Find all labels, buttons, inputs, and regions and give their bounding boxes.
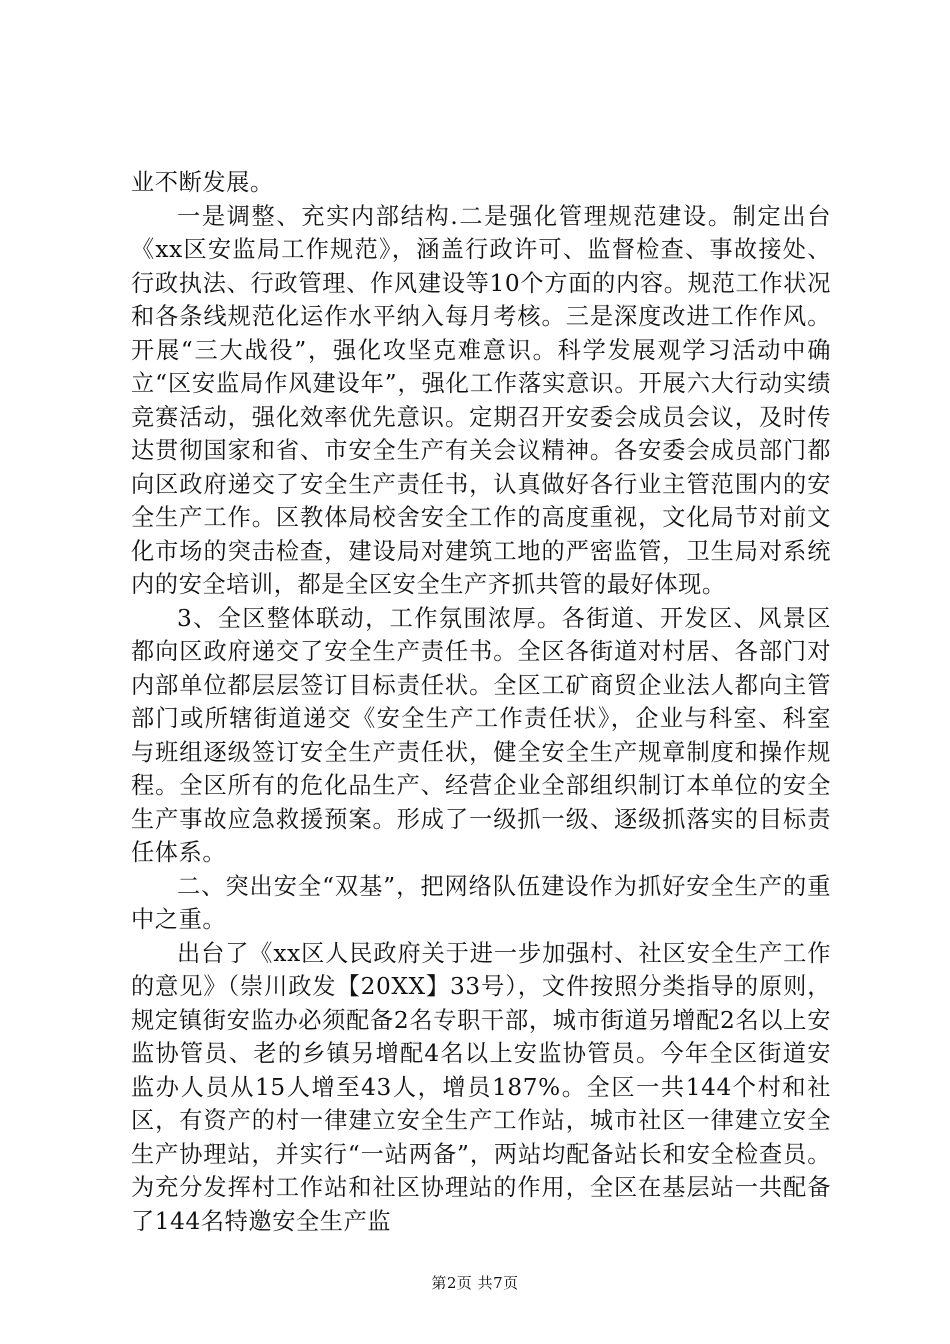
paragraph-district-linkage: 3、全区整体联动，工作氛围浓厚。各街道、开发区、风景区都向区政府递交了安全生产责任书。全区各街道对村居、各部门对内部单位都层层签订目标责任状。全区工矿商贸企业法人都向主管部门或所辖街道递交《安全生产工作责任状》，企业与科室、科室与班组逐级签订安全生产责任状，健全安全生产规章制度和操作规程。全区所有的危化品生产、经营企业全部组织制订本单位的安全生产事故应急救援预案。形成了一级抓一级、逐级抓落实的目标责任体系。 bbox=[131, 604, 831, 866]
paragraph-continuation: 业不断发展。 bbox=[131, 169, 274, 196]
paragraph-internal-structure: 一是调整、充实内部结构.二是强化管理规范建设。制定出台《xx区安监局工作规范》，涵盖行政许可、监督检查、事故接处、行政执法、行政管理、作风建设等10个方面的内容。规范工作状况和各条线规范化运作水平纳入每月考核。三是深度改进工作作风。开展“三大战役”，强化攻坚克难意识。科学发展观学习活动中确立“区安监局作风建设年”，强化工作落实意识。开展六大行动实绩竞赛活动，强化效率优先意识。定期召开安委会成员会议，及时传达贯彻国家和省、市安全生产有关会议精神。各安委会成员部门都向区政府递交了安全生产责任书，认真做好各行业主管范围内的安全生产工作。区教体局校舍安全工作的高度重视，文化局节对前文化市场的突击检查，建设局对建筑工地的严密监管，卫生局对系统内的安全培训，都是全区安全生产齐抓共管的最好体现。 bbox=[131, 202, 831, 598]
body-text bbox=[131, 166, 831, 1238]
paragraph-double-basics-heading: 二、突出安全“双基”，把网络队伍建设作为抓好安全生产的重中之重。 bbox=[131, 872, 831, 933]
paragraph-community-safety: 出台了《xx区人民政府关于进一步加强村、社区安全生产工作的意见》（崇川政发【20XX】33号），文件按照分类指导的原则，规定镇街安监办必须配备2名专职干部，城市街道另增配2名以上安监协管员、老的乡镇另增配4名以上安监协管员。今年全区街道安监办人员从15人增至43人，增员187%。全区一共144个村和社区，有资产的村一律建立安全生产工作站，城市社区一律建立安全生产协理站，并实行“一站两备”，两站均配备站长和安全检查员。为充分发挥村工作站和社区协理站的作用，全区在基层站一共配备了144名特邀安全生产监 bbox=[131, 939, 831, 1235]
page-number-footer: 第2页 共7页 bbox=[431, 1274, 519, 1292]
